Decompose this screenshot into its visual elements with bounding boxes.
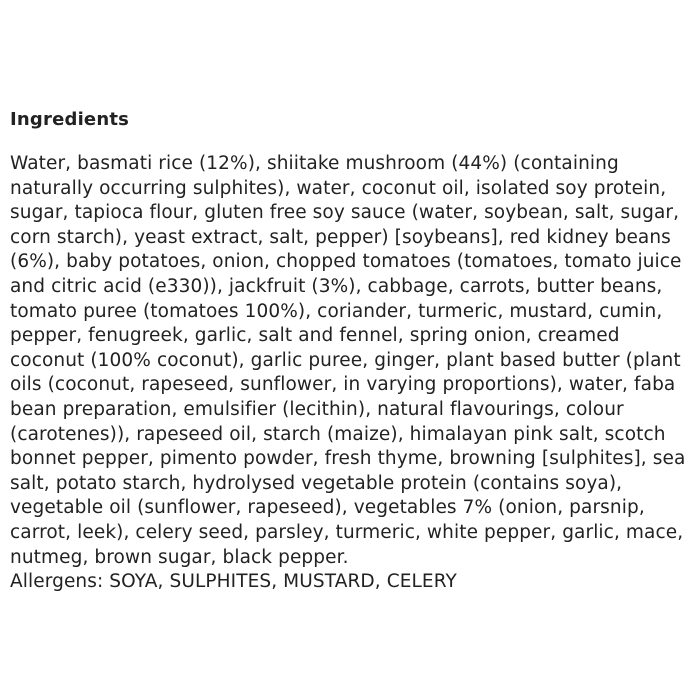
ingredients-line: naturally occurring sulphites), water, coconut oil, isolated soy protein, (10, 177, 667, 199)
ingredients-line: bonnet pepper, pimento powder, fresh thyme, browning [sulphites], sea (10, 448, 686, 470)
ingredients-line: nutmeg, brown sugar, black pepper. (10, 546, 349, 568)
ingredients-line: pepper, fenugreek, garlic, salt and fennel, spring onion, creamed (10, 325, 620, 347)
ingredients-line: oils (coconut, rapeseed, sunflower, in varying proportions), water, faba (10, 374, 676, 396)
ingredients-line: salt, potato starch, hydrolysed vegetable protein (contains soya), (10, 472, 623, 494)
ingredients-line: Water, basmati rice (12%), shiitake mushroom (44%) (containing (10, 153, 619, 174)
ingredients-line: (carotenes)), rapeseed oil, starch (maize), himalayan pink salt, scotch (10, 423, 666, 445)
ingredients-line: coconut (100% coconut), garlic puree, ginger, plant based butter (plant (10, 349, 681, 371)
ingredients-heading: Ingredients (10, 109, 130, 130)
ingredients-line: carrot, leek), celery seed, parsley, turmeric, white pepper, garlic, mace, (10, 521, 684, 543)
ingredients-section (10, 106, 694, 595)
ingredients-line: (6%), baby potatoes, onion, chopped tomatoes (tomatoes, tomato juice (10, 251, 682, 273)
ingredients-line: vegetable oil (sunflower, rapeseed), vegetables 7% (onion, parsnip, (10, 497, 645, 519)
ingredients-line: sugar, tapioca flour, gluten free soy sauce (water, soybean, salt, sugar, (10, 202, 680, 224)
ingredients-text (10, 152, 694, 595)
ingredients-line: corn starch), yeast extract, salt, pepper) [soybeans], red kidney beans (10, 226, 671, 248)
allergens-text: Allergens: SOYA, SULPHITES, MUSTARD, CELERY (10, 571, 457, 593)
ingredients-line: tomato puree (tomatoes 100%), coriander, turmeric, mustard, cumin, (10, 300, 663, 322)
ingredients-line: and citric acid (e330)), jackfruit (3%), cabbage, carrots, butter beans, (10, 275, 663, 297)
ingredients-line: bean preparation, emulsifier (lecithin), natural flavourings, colour (10, 398, 624, 420)
